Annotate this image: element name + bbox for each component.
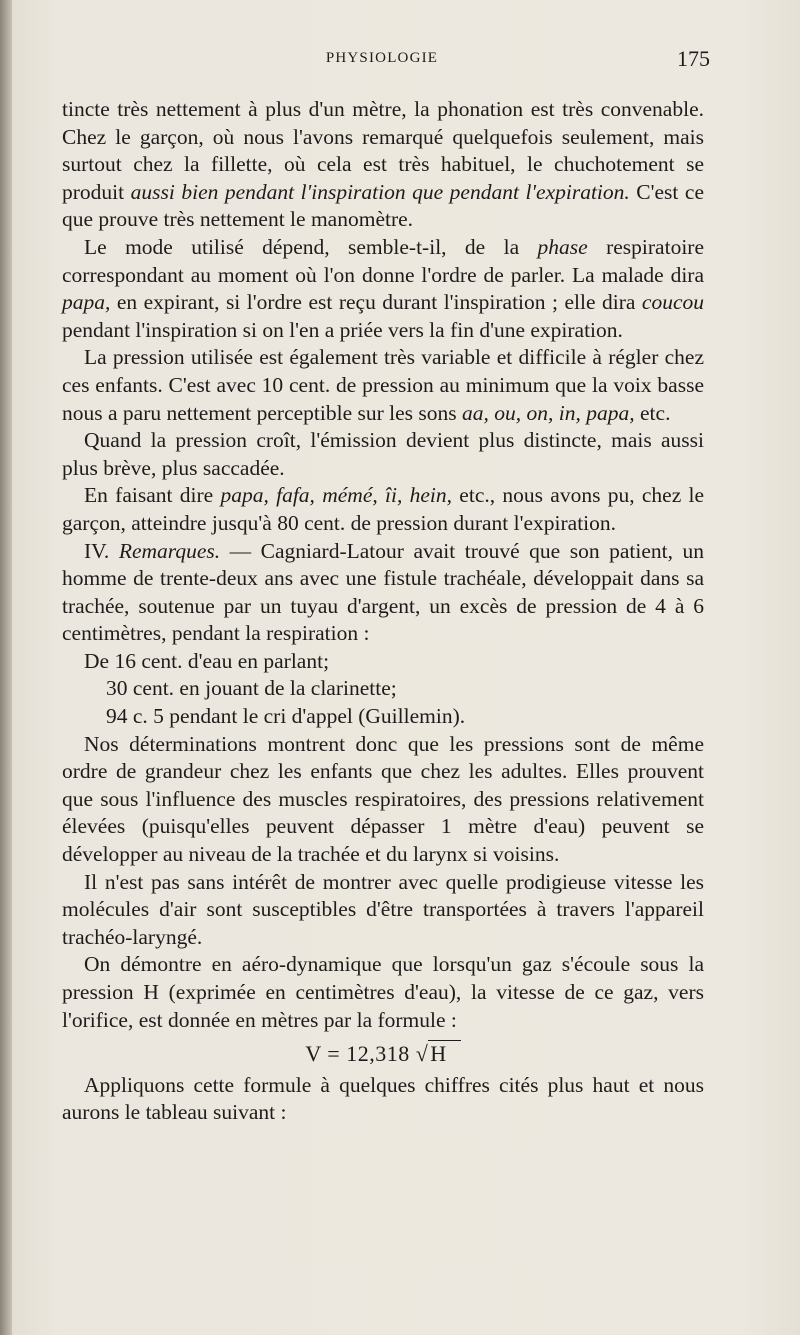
paragraph-2: Le mode utilisé dépend, semble-t-il, de la phase respiratoire correspondant au moment où l'on donne l'ordre de parler. La malade dira papa, en expirant, si l'ordre est reçu durant l'inspiration ; elle dira coucou pendant l'inspiration si on l'en a priée vers la fin d'une expiration. — [62, 234, 704, 342]
paragraph-7: Nos déterminations montrent donc que les pressions sont de même ordre de grandeur chez les enfants que chez les adultes. Elles prouvent que sous l'influence des muscles respiratoires, des pressions relativement élevées (puisqu'elles peuvent dépasser 1 mètre d'eau) peuvent se développer au niveau de la trachée et du larynx si voisins. — [62, 731, 704, 867]
velocity-formula: V = 12,318 √H — [62, 1040, 704, 1068]
paragraph-10: Appliquons cette formule à quelques chiffres cités plus haut et nous aurons le tableau suivant : — [62, 1072, 704, 1125]
paragraph-1: tincte très nettement à plus d'un mètre, la phonation est très convenable. Chez le garçon, où nous l'avons remarqué quelquefois seulement, mais surtout chez la fillette, où cela est très habituel, le chuchotement se produit aussi bien pendant l'inspiration que pendant l'expiration. C'est ce que prouve très nettement le manomètre. — [62, 97, 704, 232]
paragraph-4: Quand la pression croît, l'émission devient plus distincte, mais aussi plus brève, plus saccadée. — [62, 428, 704, 480]
paragraph-6-remarques: IV. Remarques. — Cagniard-Latour avait trouvé que son patient, un homme de trente-deux ans avec une fistule trachéale, développait dans sa trachée, soutenue par un tuyau d'argent, un excès de pression de 4 à 6 centimètres, pendant la respiration : — [62, 538, 704, 646]
body-text — [62, 96, 704, 1127]
paragraph-9: On démontre en aéro-dynamique que lorsqu'un gaz s'écoule sous la pression H (exprimée en centimètres d'eau), la vitesse de ce gaz, vers l'orifice, est donnée en mètres par la formule : — [62, 952, 704, 1032]
pressure-list-item: De 16 cent. d'eau en parlant; — [84, 648, 330, 673]
paragraph-5: En faisant dire papa, fafa, mémé, îi, hein, etc., nous avons pu, chez le garçon, atteindre jusqu'à 80 cent. de pression durant l'expiration. — [62, 483, 705, 535]
formula-variable: H — [428, 1040, 460, 1066]
section-title-remarques: Remarques. — [118, 538, 221, 563]
pressure-list-item: 94 c. 5 pendant le cri d'appel (Guillemin). — [106, 704, 466, 729]
page-header — [62, 46, 710, 74]
paragraph-3: La pression utilisée est également très variable et difficile à régler chez ces enfants. C'est avec 10 cent. de pression au minimum que la voix basse nous a paru nettement perceptible sur les sons aa, ou, on, in, papa, etc. — [62, 345, 704, 425]
pressure-list-item: 30 cent. en jouant de la clarinette; — [106, 676, 397, 701]
square-root-sign: √ — [415, 1041, 429, 1067]
running-title: PHYSIOLOGIE — [325, 50, 439, 66]
page-number: 175 — [677, 46, 710, 71]
page-binding-edge — [0, 0, 12, 1335]
paragraph-8: Il n'est pas sans intérêt de montrer avec quelle prodigieuse vitesse les molécules d'air sont susceptibles d'être transportées à travers l'appareil trachéo-laryngé. — [62, 869, 704, 949]
